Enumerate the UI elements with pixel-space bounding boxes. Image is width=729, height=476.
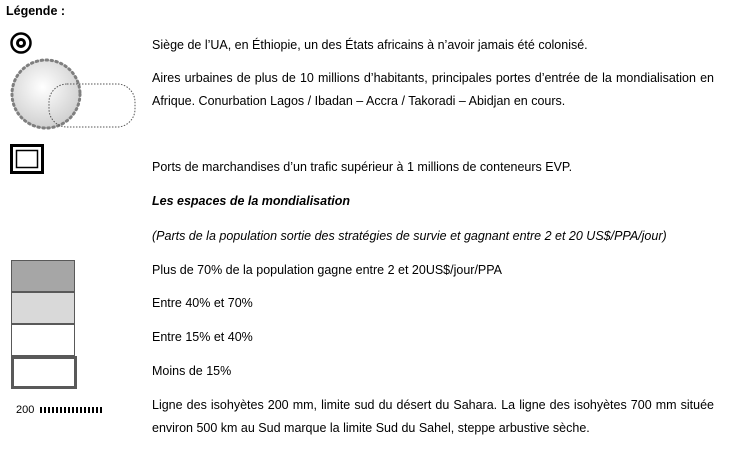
port-label: Ports de marchandises d’un trafic supérieur à 1 millions de conteneurs EVP.: [152, 160, 573, 174]
label-40-70: Entre 40% et 70%: [152, 296, 253, 310]
swatch-under-15: [11, 356, 77, 389]
isohyet-value: 200: [16, 404, 35, 416]
swatch-over-70: [11, 260, 75, 292]
au-seat-label: Siège de l’UA, en Éthiopie, un des États africains à n’avoir jamais été colonisé.: [152, 38, 588, 52]
port-symbol: [10, 144, 44, 174]
label-15-40: Entre 15% et 40%: [152, 330, 253, 344]
label-over-70: Plus de 70% de la population gagne entre 2 et 20US$/jour/PPA: [152, 263, 503, 277]
isohyet-label: Ligne des isohyètes 200 mm, limite sud du désert du Sahara. La ligne des isohyètes 700 mm située environ 500 km au Sud marque la limite Sud du Sahel, steppe arbustive sèche.: [152, 398, 714, 435]
isohyet-line-symbol: [40, 404, 104, 416]
section-subtitle: (Parts de la population sortie des stratégies de survie et gagnant entre 2 et 20 US$/PPA/jour): [152, 229, 667, 243]
au-seat-symbol: [9, 31, 33, 55]
urban-area-label: Aires urbaines de plus de 10 millions d’habitants, principales portes d’entrée de la mondialisation en Afrique. Conurbation Lagos / Ibadan – Accra / Takoradi – Abidjan en cours.: [152, 71, 714, 108]
section-title: Les espaces de la mondialisation: [152, 194, 350, 208]
legend-title: Légende :: [6, 4, 66, 18]
label-under-15: Moins de 15%: [152, 364, 232, 378]
urban-area-symbol: [8, 56, 140, 134]
swatch-15-40: [11, 324, 75, 356]
swatch-40-70: [11, 292, 75, 324]
